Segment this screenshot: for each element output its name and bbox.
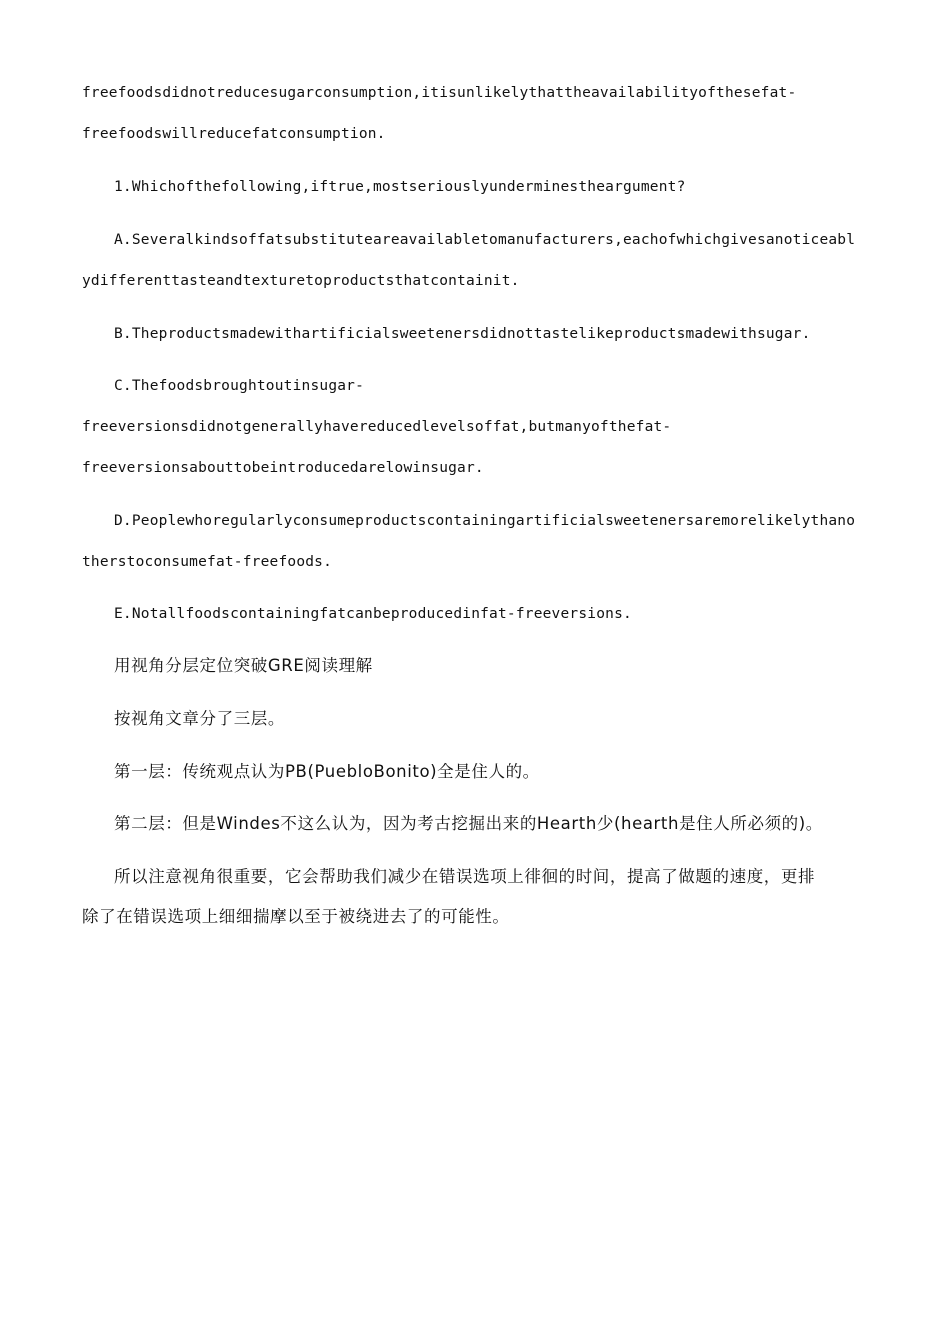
option-d-text: D.Peoplewhoregularlyconsumeproductscontainingartificialsweetenersaremorelikelythano	[114, 513, 856, 529]
question-text: 1.Whichofthefollowing,iftrue,mostseriouslyunderminestheargument?	[114, 179, 686, 195]
passage-line: freefoodsdidnotreducesugarconsumption,itisunlikelythattheavailabilityofthesefat-	[82, 85, 797, 101]
option-c-text: freeversionsabouttobeintroducedarelowinsugar.	[82, 460, 484, 476]
option-c-text: C.Thefoodsbroughtoutinsugar-	[114, 378, 365, 394]
passage-line: freefoodswillreducefatconsumption.	[82, 126, 386, 142]
option-a-text: A.Severalkindsoffatsubstituteareavailabletomanufacturers,eachofwhichgivesanoticeabl	[114, 232, 856, 248]
option-e-text: E.Notallfoodscontainingfatcanbeproducedinfat-freeversions.	[114, 606, 632, 622]
cn-paragraph: 第二层：但是Windes不这么认为，因为考古挖掘出来的Hearth少(hearth是住人所必须的)。	[114, 814, 823, 833]
option-a-text: ydifferenttasteandtexturetoproductsthatcontainit.	[82, 273, 520, 289]
cn-paragraph: 除了在错误选项上细细揣摩以至于被绕进去了的可能性。	[82, 907, 510, 926]
option-d-text: therstoconsumefat-freefoods.	[82, 554, 333, 570]
cn-paragraph: 第一层：传统观点认为PB(PuebloBonito)全是住人的。	[114, 762, 540, 781]
option-c-text: freeversionsdidnotgenerallyhavereducedlevelsoffat,butmanyofthefat-	[82, 419, 672, 435]
cn-paragraph: 按视角文章分了三层。	[114, 709, 285, 728]
option-b-text: B.Theproductsmadewithartificialsweetenersdidnottastelikeproductsmadewithsugar.	[114, 326, 811, 342]
section-heading: 用视角分层定位突破GRE阅读理解	[114, 656, 373, 675]
cn-paragraph: 所以注意视角很重要，它会帮助我们减少在错误选项上徘徊的时间，提高了做题的速度，更排	[114, 867, 816, 886]
